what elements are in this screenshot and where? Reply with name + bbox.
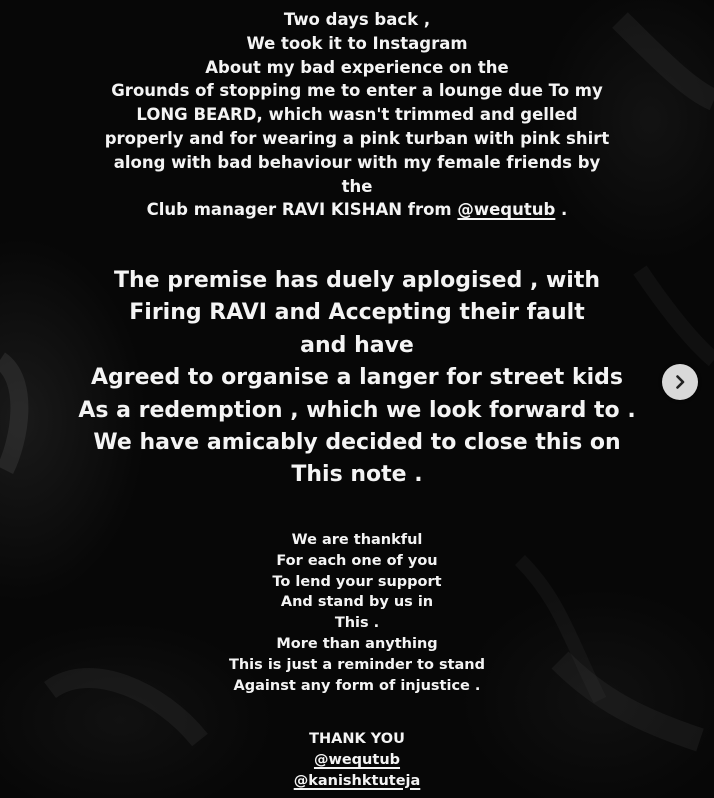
story-line: LONG BEARD, which wasn't trimmed and gelled — [136, 105, 578, 125]
story-line: Against any form of injustice . — [233, 677, 481, 694]
story-line: We are thankful — [291, 532, 423, 548]
story-line: More than anything — [276, 635, 438, 652]
story-text-intro — [0, 8, 714, 222]
story-line: To lend your support — [272, 573, 442, 590]
story-line: Grounds of stopping me to enter a lounge due To my — [111, 81, 603, 101]
story-line: Firing RAVI and Accepting their fault — [129, 300, 585, 326]
story-line: Agreed to organise a langer for street kids — [90, 365, 624, 391]
story-line: and have — [300, 332, 414, 358]
story-line: For each one of you — [276, 552, 438, 569]
story-line: We took it to Instagram — [246, 33, 468, 53]
story-line — [0, 771, 714, 792]
story-line: properly and for wearing a pink turban with pink shirt — [104, 128, 610, 148]
story-line-text: . — [555, 200, 568, 220]
story-line-text: Club manager RAVI KISHAN from — [146, 200, 458, 220]
mention-link-wequtub[interactable]: @wequtub — [457, 200, 556, 220]
story-line: Two days back , — [283, 10, 431, 29]
story-line: along with bad behaviour with my female friends by — [113, 152, 601, 172]
story-text-thanks — [0, 530, 714, 696]
story-line: The premise has duely aplogised , with — [113, 268, 601, 293]
chevron-right-icon — [671, 373, 689, 391]
story-text-signoff — [0, 729, 714, 791]
story-line — [0, 198, 714, 222]
story-line: This . — [334, 615, 380, 632]
story-text-apology — [0, 265, 714, 492]
mention-link-kanishktuteja[interactable]: @kanishktuteja — [293, 772, 421, 789]
story-line: This note . — [291, 462, 423, 488]
story-line — [0, 750, 714, 771]
next-story-button[interactable] — [662, 364, 698, 400]
story-line: THANK YOU — [309, 731, 405, 747]
story-line: About my bad experience on the — [205, 57, 509, 77]
story-line: As a redemption , which we look forward to . — [78, 397, 636, 423]
mention-link-wequtub[interactable]: @wequtub — [313, 751, 401, 768]
story-line: And stand by us in — [280, 594, 434, 611]
story-line: This is just a reminder to stand — [228, 656, 486, 673]
story-line: We have amicably decided to close this on — [93, 430, 621, 456]
story-line: the — [341, 176, 373, 196]
